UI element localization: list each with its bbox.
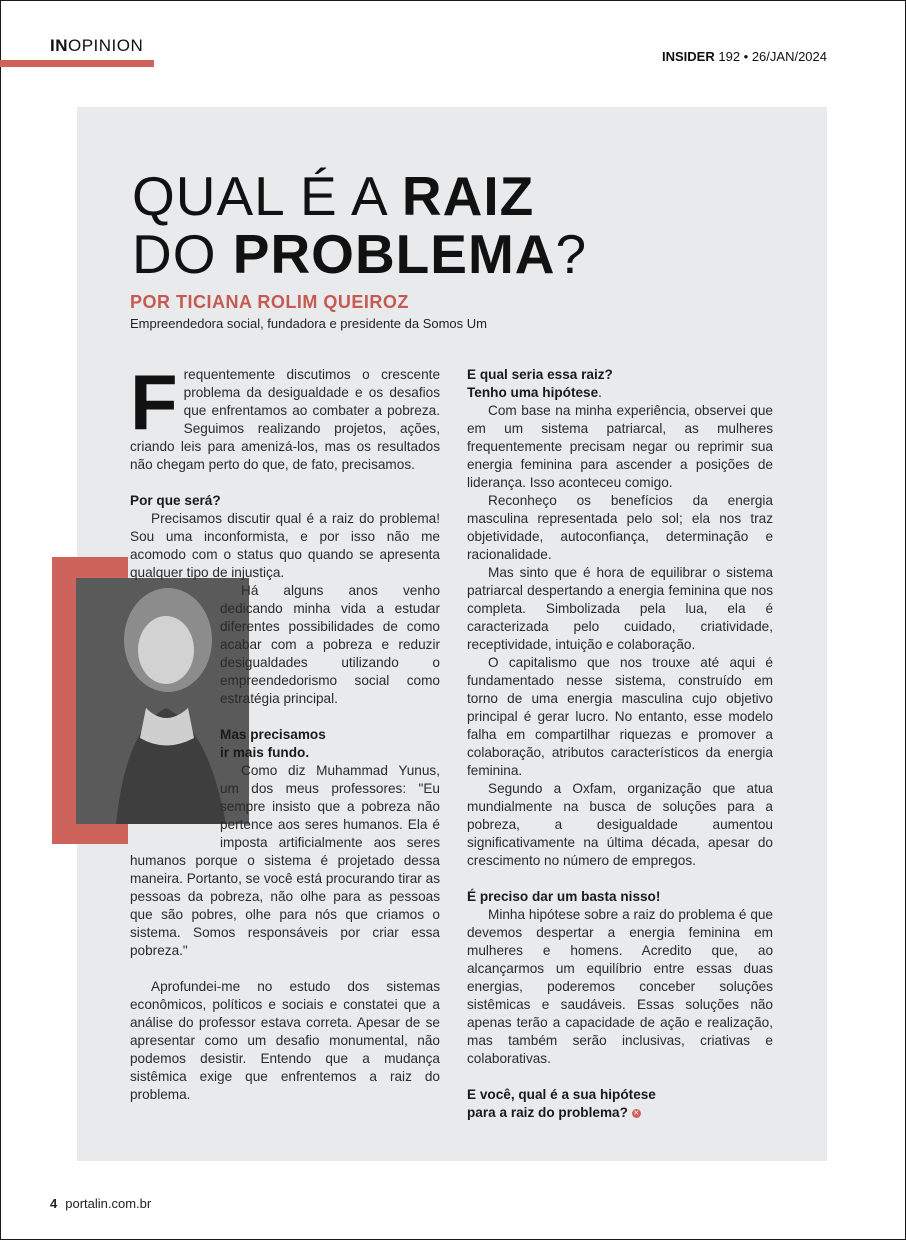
article-title: QUAL É A RAIZ DO PROBLEMA? <box>132 165 588 285</box>
paragraph: Segundo a Oxfam, organização que atua mundialmente na busca de soluções para a pobreza, a desigualdade aumentou significativamente na última década, apesar do crescimento no número de empregos. <box>467 781 773 868</box>
paragraph: O capitalismo que nos trouxe até aqui é fundamentado nesse sistema, construído em torno de uma energia masculina cujo objetivo principal é gerar lucro. No entanto, esse modelo falha em compartilhar riquezas e promover a colaboração, atributos característicos da energia feminina. <box>467 655 773 778</box>
paragraph: Mas sinto que é hora de equilibrar o sistema patriarcal despertando a energia feminina que nos completa. Simbolizada pela lua, ela é caracterizada pelo cuidado, criatividade, receptividade, intuição e colaboração. <box>467 565 773 652</box>
paragraph: Como diz Muhammad Yunus, um dos meus professores: "Eu sempre insisto que a pobreza não pertence aos seres humanos. Ela é imposta artificialmente aos seres humanos porque o sistema é projetado dessa maneira. Portanto, se você está procurando tirar as pessoas da pobreza, não olhe para as pessoas que são pobres, olhe para nós que criamos o sistema. Somos responsáveis por criar essa pobreza." <box>130 763 440 958</box>
subhead-root: E qual seria essa raiz? Tenho uma hipótese. <box>467 367 613 400</box>
closing-question: E você, qual é a sua hipótese para a raiz do problema? ✕ <box>467 1087 656 1120</box>
photo-wrap-space <box>76 582 214 850</box>
subhead-enough: É preciso dar um basta nisso! <box>467 889 661 904</box>
issue-info: INSIDER 192 • 26/JAN/2024 <box>662 49 827 64</box>
end-mark-icon: ✕ <box>633 1109 640 1117</box>
subhead-why: Por que será? <box>130 493 221 508</box>
paragraph: Aprofundei-me no estudo dos sistemas econômicos, políticos e sociais e constatei que a análise do professor estava correta. Apesar de se apresentar como um desafio monumental, não podemos desistir. Entendo que a mudança sistêmica exige que enfrentemos a raiz do problema. <box>130 979 440 1102</box>
page-footer <box>50 1196 151 1211</box>
author-role: Empreendedora social, fundadora e presidente da Somos Um <box>130 316 487 331</box>
paragraph: Reconheço os benefícios da energia masculina representada pelo sol; ela nos traz objetividade, autoconfiança, determinação e racionalidade. <box>467 493 773 562</box>
intro-paragraph: Frequentemente discutimos o crescente problema da desigualdade e os desafios que enfrentamos ao combater a pobreza. Seguimos realizando projetos, ações, criando leis para amenizá-los, mas os resultados não chegam perto do que, de fato, precisamos. <box>130 358 440 472</box>
paragraph: Com base na minha experiência, observei que em um sistema patriarcal, as mulheres frequentemente precisam negar ou reprimir sua energia feminina para ascender a posições de liderança. Isso aconteceu comigo. <box>467 403 773 490</box>
article-column-left <box>130 358 440 1104</box>
paragraph: Precisamos discutir qual é a raiz do problema! Sou uma inconformista, e por isso não me acomodo com o status quo quando se apresenta qualquer tipo de injustiça. <box>130 511 440 580</box>
drop-cap: F <box>130 358 178 446</box>
article-column-right <box>467 366 773 1122</box>
paragraph: Minha hipótese sobre a raiz do problema é que devemos despertar a energia feminina em mulheres e homens. Acredito que, ao alcançarmos um equilíbrio entre essas duas energias, poderemos conceber soluções sistêmicas e saudáveis. Essas soluções não apenas terão a capacidade de ação e realização, mas também serão inclusivas, criativas e colaborativas. <box>467 907 773 1066</box>
site-link[interactable]: portalin.com.br <box>65 1196 152 1211</box>
section-label: INOPINION <box>50 36 144 55</box>
page-number: 4 <box>50 1196 58 1211</box>
paragraph: Há alguns anos venho dedicando minha vida a estudar diferentes possibilidades de como acabar com a pobreza e reduzir desigualdades utilizando o empreendedorismo social como estratégia principal. <box>220 583 440 706</box>
subhead-deeper: Mas precisamos ir mais fundo. <box>220 727 326 760</box>
section-accent-bar <box>0 60 154 67</box>
author-byline: POR TICIANA ROLIM QUEIROZ <box>130 292 409 312</box>
